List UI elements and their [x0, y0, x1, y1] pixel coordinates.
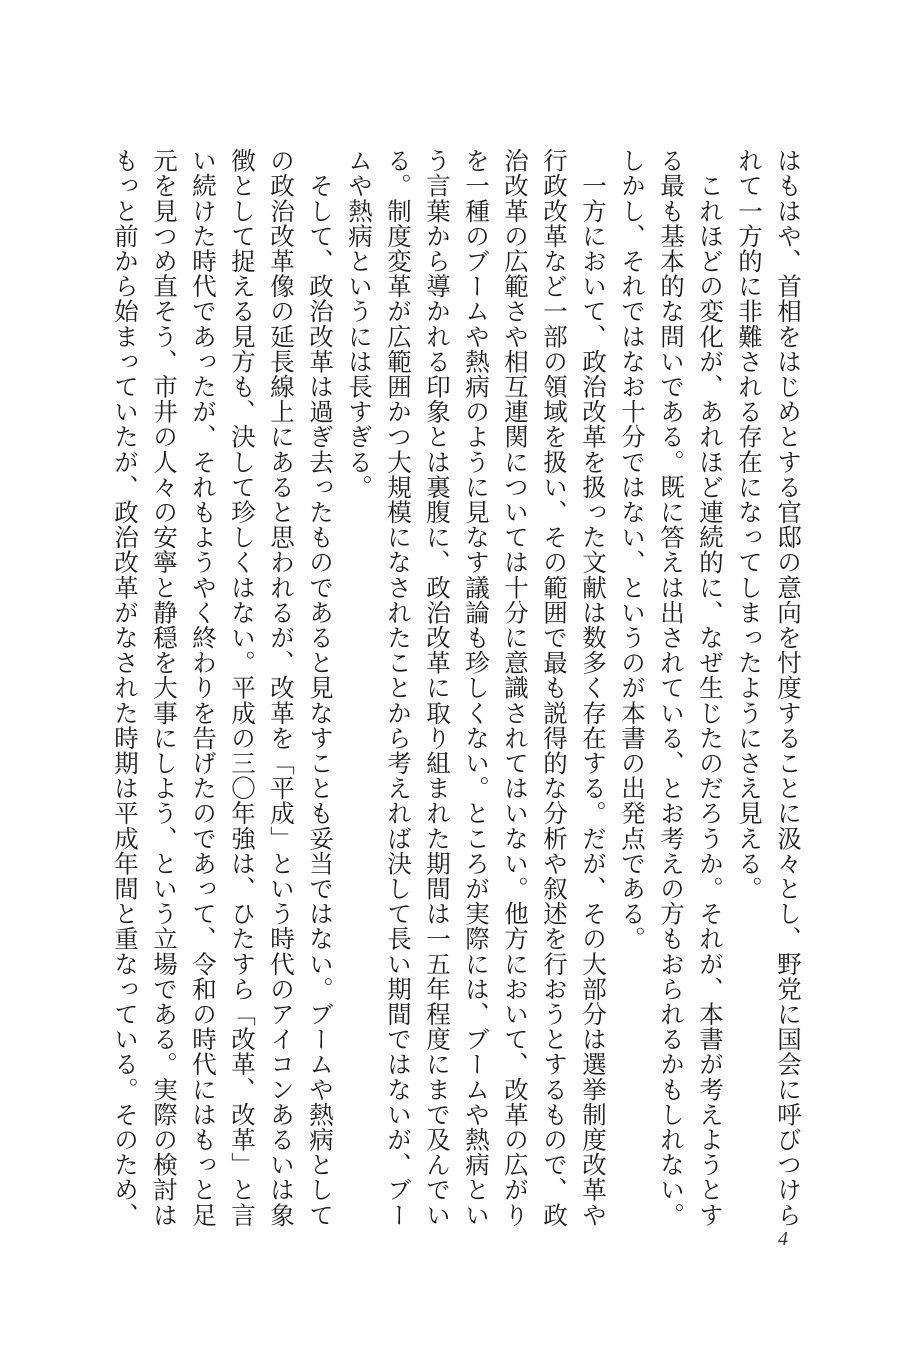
text-line-11: る。制度変革が広範囲かつ大規模になされたことから考えれば決して長い期間ではないが、ブー: [384, 148, 413, 1228]
text-line-4: る最も基本的な問いである。既に答えは出されている、とお考えの方もおられるかもしれない。: [657, 148, 686, 1228]
text-line-13: そして、政治改革は過ぎ去ったものであると見なすことも妥当ではない。ブームや熱病として: [306, 148, 335, 1228]
text-line-6: 一方において、政治改革を扱った文献は数多く存在する。だが、その大部分は選挙制度改革や: [579, 148, 608, 1228]
text-line-8: 治改革の広範さや相互連関については十分に意識されてはいない。他方において、改革の広がり: [501, 148, 530, 1228]
text-line-16: い続けた時代であったが、それもようやく終わりを告げたのであって、令和の時代にはもっと足: [189, 148, 218, 1228]
text-line-12: ムや熱病というには長すぎる。: [345, 148, 374, 500]
text-line-15: 徴として捉える見方も、決して珍しくはない。平成の三〇年強は、ひたすら「改革、改革」と言: [228, 148, 257, 1228]
text-line-17: 元を見つめ直そう、市井の人々の安寧と静穏を大事にしよう、という立場である。実際の検討は: [150, 148, 179, 1228]
body-text: [106, 148, 808, 1228]
text-line-9: を一種のブームや熱病のように見なす議論も珍しくない。ところが実際には、ブームや熱病とい: [462, 148, 491, 1228]
text-line-7: 行政改革など一部の領域を扱い、その範囲で最も説得的な分析や叙述を行おうとするもので、政: [540, 148, 569, 1228]
text-line-14: の政治改革像の延長線上にあると思われるが、改革を「平成」という時代のアイコンあるいは象: [267, 148, 296, 1228]
text-line-1: はもはや、首相をはじめとする官邸の意向を忖度することに汲々とし、野党に国会に呼びつけら: [774, 148, 803, 1228]
text-line-18: もっと前から始まっていたが、政治改革がなされた時期は平成年間と重なっている。そのため、: [111, 148, 140, 1228]
text-line-2: れて一方的に非難される存在になってしまったようにさえ見える。: [735, 148, 764, 901]
text-line-10: う言葉から導かれる印象とは裏腹に、政治改革に取り組まれた期間は一五年程度にまで及んでい: [423, 148, 452, 1228]
page-number: 4: [778, 1228, 788, 1250]
text-line-3: これほどの変化が、あれほど連続的に、なぜ生じたのだろうか。それが、本書が考えようとす: [696, 148, 725, 1228]
text-line-5: しかし、それではなお十分ではない、というのが本書の出発点である。: [618, 148, 647, 952]
